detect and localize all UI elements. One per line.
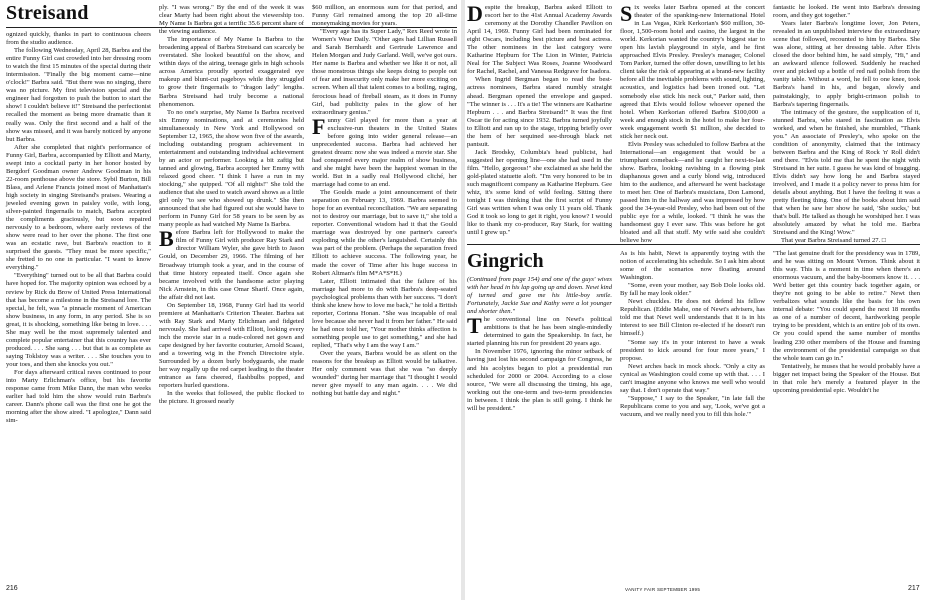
paragraph: After she completed that night's performance of Funny Girl, Barbra, accompanied by Elliott and Marty, swept into a cocktail party in her honor hosted by Bergdorf Goodman owner Andrew Goodman in his 22-room penthouse above the store. Sybil Burton, Bill Blass, and Arlene Francis joined most of Manhattan's high society in singing Streisand's praises. Wearing a jeweled evening gown in paisley voile, with long, silver-painted fingernails to match, Barbra accepted the compliments graciously, but soon repaired nervously to a bedroom, where early reviews of the show were read to her over the phone. The first one was an ecstatic rave, but Barbra's reaction to it surprised the guests. "They must be more specific," she fretted to no one in particular. "I want to know everything." xyxy=(6,143,151,272)
magazine-footer: VANITY FAIR SEPTEMBER 1995 xyxy=(625,587,701,592)
paragraph: Jack Brodsky, Columbia's head publicist, had suggested her opening line—one she had used in the film. "Hello, gorgeous!" she exclaimed as she held the gold-plated statuette aloft. "I'm very honored to be in such magnificent company as Katharine Hepburn. Gee whiz, it's some kind of wild feeling. Sitting there tonight I was thinking that the first script of Funny Girl was written when I was only 11 years old. Thank God it took so long to get it right, you know? I would like to thank my co-producer, Ray Stark, for waiting until I grew up." xyxy=(467,148,612,237)
paragraph: Tentatively, he muses that he would probably have a bigger net impact being the Speaker of the House. But in that role he's merely a featured player in the upcoming presidential epic. Wouldn't he xyxy=(773,362,920,394)
paragraph: (Continued from page 154) and one of the guys' wives with her head in his lap going up and down. Newt kind of turned and gave me his little-boy smile. Fortunately, Jackie Sue and Kathy were a lot younger and shorter then." xyxy=(467,276,612,316)
paragraph: Despite the breakup, Barbra asked Elliott to escort her to the 41st Annual Academy Awards ceremony at the Dorothy Chandler Pavilion on April 14, 1969. Funny Girl had been nominated for eight Oscars, including best picture and best actress. The other nominees in the last category were Katharine Hepburn for The Lion in Winter, Patricia Neal for The Subject Was Roses, Joanne Woodward for Rachel, Rachel, and Vanessa Redgrave for Isadora. xyxy=(467,1,612,76)
paragraph: Newt chuckles. He does not defend his fellow Republican. (Eddie Mahe, one of Newt's advisers, has told me that Newt well understands that it is in his interest to see Bill Clinton re-elected if he doesn't run himself.) xyxy=(620,298,765,338)
paragraph: "Everything" turned out to be all that Barbra could have hoped for. The majority opinion was echoed by a review by Rick du Brow of United Press International that has become a milestone in the Streisand lore. The special, he felt, was "a pinnacle moment of American show business, in any form, in any period. She is so great, it is shocking, something like being in love. . . . She may well be the most supremely talented and complete popular entertainer that this country has ever produced. . . . She sang . . . but that is as complete as saying Toklstoy was a writer. . . . She touches you to your toes, and then she knocks you out." xyxy=(6,272,151,368)
paragraph: "The last genuine draft for the presidency was in 1789, and he was sitting on Mount Vernon. Think about it this way. This is a moment in time when there's an enormous vacuum, and the baby-boomers know it. . . . We'd better get this country back together again, or they're not going to be able to retire." Newt then verbalizes what sounds like the basis for his own internal debate: "You could spend the next 18 months as one of a number of decent, hardworking people trying to be president, which is an entire job of its own. Or you could spend the same number of months leading 230 other members of the House and framing the environment of the presidential campaign so that the whole team can go in." xyxy=(773,250,920,362)
left-column-3 xyxy=(312,4,457,581)
page-number: 216 xyxy=(6,585,18,592)
paragraph: "Suppose," I say to the Speaker, "in late fall the Republicans come to you and say, 'Look, we've got a vacuum, and we really need you to fill this hole.'" xyxy=(620,394,765,418)
paragraph: The importance of My Name Is Barbra to the broadening appeal of Barbra Streisand can scarcely be overstated. She looked beautiful on the show, and within days of the airing, teenage girls in high schools across America proudly sported exaggerated eye makeup and blunt-cut pageboys while they struggled to grow their fingernails to "dragon lady" lengths. Barbra Streisand had truly become a national phenomenon. xyxy=(159,36,304,108)
article-divider xyxy=(467,244,920,245)
page-number: 217 xyxy=(908,585,920,592)
paragraph: For days afterward critical raves continued to pour into Marty Erlichman's office, but his favorite response came from Mike Dann, the man who weeks earlier had told him the show would ruin Barbra's career. Dann's phone call was the first one he got the morning after the show aired. "I apologize," Dann said sim- xyxy=(6,368,151,425)
paragraph: "Some, even your mother, say Bob Dole looks old. By fall he may look older." xyxy=(620,282,765,298)
paragraph: That year Barbra Streisand turned 27. □ xyxy=(781,237,886,245)
paragraph: Over the years, Barbra would be as silent on the reasons for the breakup as Elliott would be talkative. Her only comment was that she was "so deeply wounded" during her marriage that "I thought I would never give myself to any man again. . . . We did nothing but battle day and night." xyxy=(312,350,457,398)
right-column-3 xyxy=(773,4,920,245)
paragraph: ognized quickly, thanks in part to continuous cheers from the studio audience. xyxy=(6,31,151,47)
paragraph: "Every age has its Super Lady," Rex Reed wrote in Women's Wear Daily. "Other ages had Lillian Russell and Sarah Bernhardt and Gertrude Lawrence and Helen Morgan and Judy Garland. Well, we've got ours. Her name is Barbra and whether we like it or not, all those monstrous things she keeps doing to people out of fear and insecurity only make her more exciting on screen. When all that talent comes to a boiling, raging, ferocious head of fireball steam, as it does in Funny Girl, bad publicity pales in the glow of her extraordinary genius." xyxy=(312,28,457,116)
paragraph: Before Barbra left for Hollywood to make the film of Funny Girl with producer Ray Stark and director William Wyler, she gave birth to Jason Gould, on December 29, 1966. The filming of her Broadway triumph took a year, and in the course of that time history repeated itself. Once again she became involved with the handsome actor playing Nick Arnstein, in this case Omar Sharif. Once again, the affair did not last. xyxy=(159,226,304,301)
paragraph: The intimacy of the gesture, the supplication of it, stunned Barbra, who stared in fascination as Elvis worked, and when he finished, she mumbled, "Thank you." An associate of Presley's, who spoke on the condition of anonymity, claimed that the intimacy between Barbra and the King of Rock 'n' Roll didn't end there. "Elvis told me that he spent the night with Streisand in her suite. I guess he was kind of bragging. Elvis didn't say how long he and Barbra stayed involved, and I made it a policy never to press him for details about anything. But I have the feeling it was a pretty fleeting thing. One of the books about him said that when he saw her show he said, 'She sucks,' but that's bull. He talked as though he worshiped her. I was absolutely amazed by what he told me. Barbra Streisand and the King! Wow." xyxy=(773,108,920,237)
paragraph: "Some say it's in your interest to have a weak president to kick around for four more years," I propose. xyxy=(620,338,765,362)
right-page xyxy=(465,0,926,600)
left-page xyxy=(0,0,461,600)
paragraph: In November 1976, ignoring the minor setback of having just lost his second campaign for Congress, he and his acolytes began to plot a presidential run scheduled for 2000 or 2004. According to a close source, "We were all discussing the timing, his age, working out the one-term and two-term presidencies in between. I think the plan is still going. I think he will be president." xyxy=(467,348,612,412)
paragraph: In the weeks that followed, the public flocked to the picture. It grossed nearly xyxy=(159,390,304,406)
section-title: Streisand xyxy=(6,2,89,24)
paragraph: Years later Barbra's longtime lover, Jon Peters, revealed in an unpublished interview the extraordinary scene that followed, recounted to him by Barbra. She was alone, sitting at her dressing table. After Elvis closed the door behind him, he said simply, "Hi," and an awkward silence followed. Suddenly he reached over and picked up a bottle of red nail polish from the vanity table. Without a word, he fell to one knee, took Barbra's hand in his, and began, slowly and painstakingly, to apply bright-crimson polish to Barbra's tapering fingernails. xyxy=(773,20,920,108)
paragraph: Elvis Presley was scheduled to follow Barbra at the International—an engagement that would be a triumphant comeback—and he caught her next-to-last show. Barbra, looking ravishing in a flowing pink diaphanous gown and a curly blond wig, introduced him to the audience, and afterward he went backstage to meet her. One of Barbra's musicians, Don Lamond, passed him in the hallway and was impressed by how good the 34-year-old Presley, who had been out of the public eye for a while, looked. "I think he was the handsomest guy I ever saw. This was before he got bloated and all that stuff. My wife said she couldn't believe how xyxy=(620,140,765,245)
paragraph: When Ingrid Bergman began to read the best-actress nominees, Barbra stared numbly straight ahead. Bergman opened the envelope and gasped. "The winner is . . . It's a tie! The winners are Katharine Hepburn . . . and Barbra Streisand!" It was the first Oscar tie for acting since 1932. Barbra turned joyfully to Elliott and ran up to the stage, tripping briefly over the hem of her sequined see-through black net pantsuit. xyxy=(467,76,612,148)
paragraph: As is his habit, Newt is apparently toying with the notion of accelerating his schedule. So I ask him about some of the scenarios now floating around Washington. xyxy=(620,250,765,282)
paragraph: To no one's surprise, My Name Is Barbra received six Emmy nominations, and at ceremonies held simultaneously in New York and Hollywood on September 12, 1965, the show won five of the awards, including outstanding program achievement in entertainment and outstanding individual achievement by an actor or performer. Looking a bit zaftig but tanned and glowing, Barbra accepted her Emmy with relaxed good cheer. "I think I have a run in my stocking," she quipped. "Of all nights!" She told the audience that she used to watch award shows as a little girl only "to see who showed up drunk." She then announced that she had figured out she would have to perform in Funny Girl for 58 years to be seen by as many people as had watched My Name Is Barbra. xyxy=(159,108,304,229)
paragraph: $60 million, an enormous sum for that period, and Funny Girl remained among the top 20 all-time moneymaking movies for years. xyxy=(312,4,457,28)
paragraph: ply. "I was wrong." By the end of the week it was clear Marty had been right about the viewership too. My Name Is Barbra got a terrific 35.6 percent share of the viewing audience. xyxy=(159,4,304,36)
paragraph: Funny Girl played for more than a year at exclusive-run theaters in the United States before going into wider general release—an unprecedented success. Barbra had achieved her greatest dream: now she was indeed a movie star. She had conquered every major realm of show business, and she might have been the happiest woman in the world. But in a sadly real Hollywood cliché, her marriage had come to an end. xyxy=(312,113,457,189)
right-column-1 xyxy=(467,1,612,240)
paragraph: The following Wednesday, April 28, Barbra and the entire Funny Girl cast crowded into her dressing room to watch the first 15 minutes of the special during their intermission. "Finally the big moment came—nine o'clock!" Barbra said. "But there was no singing, there was no picture. My first television special and the engineer had forgotten to push the button to start the show! I couldn't believe it!" Streisand the perfectionist recalled the moment as being more dramatic than it really was. Only the first second and a half of the show was missed, and it was barely noticed by anyone but Barbra. xyxy=(6,47,151,143)
paragraph: The Goulds made a joint announcement of their separation on February 13, 1969. Barbra seemed to hope for an eventual reconciliation. "We are separating not to destroy our marriage, but to save it," she told a reporter. Conventional wisdom had it that the Gould marriage was destroyed by one partner's career's exploding while the other's languished. Certainly this was part of the problem. (Perhaps the separation freed Elliott to achieve success. The following year, he made the cover of Time after his huge success in Robert Altman's film M*A*S*H.) xyxy=(312,189,457,277)
gingrich-title: Gingrich xyxy=(467,250,544,272)
right-column-2 xyxy=(620,1,765,245)
gingrich-column-1 xyxy=(467,276,612,581)
paragraph: On September 18, 1968, Funny Girl had its world premiere at Manhattan's Criterion Theater. Barbra sat with Ray Stark and Marty Erlichman and fidgeted nervously. She had arrived with Elliott, looking every inch the movie star in a nude-colored net gown and cape designed by her favorite couturier, Arnold Scaasi, and a towering wig in the French Directoire style. Surrounded by a dozen burly bodyguards, she made her way regally up the red carpet leading to the theater entrance as fans cheered, flashbulbs popped, and reporters hurled questions. xyxy=(159,301,304,390)
paragraph: Newt arches back in mock shock. "Only a city as cynical as Washington could come up with that. . . . I can't imagine anyone who knows me well who would say that. I don't operate that way." xyxy=(620,362,765,394)
left-column-2 xyxy=(159,4,304,581)
gingrich-column-2 xyxy=(620,250,765,581)
paragraph: The conventional line on Newt's political ambitions is that he has been single-mindedly determined to gain the Speakership. In fact, he started planning his run for president 20 years ago. xyxy=(467,313,612,348)
paragraph: Later, Elliott intimated that the failure of his marriage had more to do with Barbra's deep-seated psychological problems than with her success. "I don't think she knew how to love me back," he told a British reporter, Corinna Honan. "She was incapable of real love because she never had it from her father." He said he had once told her, "Your mother thinks affection is something people use to get something," and she had replied, "That's why I am the way I am." xyxy=(312,277,457,349)
gingrich-column-3 xyxy=(773,250,920,581)
paragraph: fantastic he looked. He went into Barbra's dressing room, and they got together." xyxy=(773,4,920,20)
paragraph: Six weeks later Barbra opened at the concert theater of the spanking-new International Hotel in Las Vegas, Kirk Kerkorian's $60 million, 30-floor, 1,500-room hotel and casino, the largest in the world. Kerkorian wanted the country's biggest star to open his lavish playground in style, and he first approached Elvis Presley. Presley's manager, Colonel Tom Parker, turned the offer down, unwilling to let his client take the risk of appearing at a brand-new facility before all the inevitable problems with sound, lighting, acoustics, and logistics had been ironed out. "Let somebody else stick his neck out," Parker said, then agreed that Elvis would follow whoever opened the hotel. When Kerkorian offered Barbra $100,000 a week and enough stock in the hotel to make her four-week engagement worth $1 million, she decided to stick her neck out. xyxy=(620,1,765,140)
left-column-1 xyxy=(6,31,151,581)
